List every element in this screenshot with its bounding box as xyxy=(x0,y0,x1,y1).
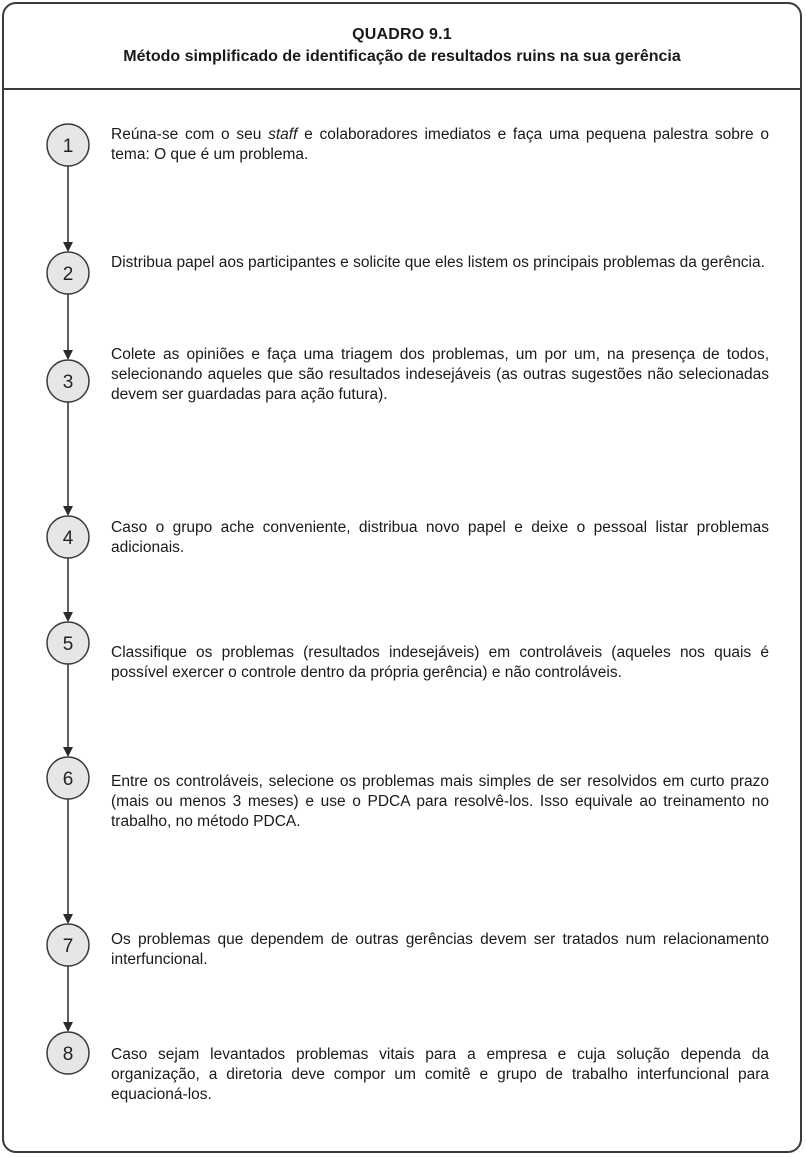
step-1-text-start: Reúna-se com o seu xyxy=(111,126,269,143)
step-1-text-end: e colaboradores imediatos e faça uma pequena palestra sobre o tema: O que é um problema. xyxy=(111,126,769,163)
step-3-number: 3 xyxy=(62,372,74,393)
step-8-marker xyxy=(47,1032,89,1074)
step-8-number: 8 xyxy=(62,1044,74,1065)
step-6-text: Entre os controláveis, selecione os problemas mais simples de ser resolvidos em curto prazo (mais ou menos 3 meses) e use o PDCA para resolvê-los. Isso equivale ao treinamento no trabalho, no método PDCA. xyxy=(111,773,769,830)
step-7-text: Os problemas que dependem de outras gerências devem ser tratados num relacionamento interfuncional. xyxy=(111,931,769,968)
step-7-marker xyxy=(47,924,89,966)
step-5-number: 5 xyxy=(62,634,74,655)
step-1-text-emphasis: staff xyxy=(268,126,298,143)
step-4-number: 4 xyxy=(62,528,74,549)
step-4-marker xyxy=(47,516,89,558)
step-4-text: Caso o grupo ache conveniente, distribua novo papel e deixe o pessoal listar problemas adicionais. xyxy=(111,519,769,556)
step-1-text xyxy=(111,125,769,165)
step-3-text: Colete as opiniões e faça uma triagem dos problemas, um por um, na presença de todos, selecionando aqueles que são resultados indesejáveis (as outras sugestões não selecionadas devem ser guardadas para ação futura). xyxy=(111,346,769,403)
step-1-number: 1 xyxy=(62,136,74,157)
step-1-marker xyxy=(47,124,89,166)
step-5-marker xyxy=(47,622,89,664)
step-6-marker xyxy=(47,757,89,799)
quadro-number: QUADRO 9.1 xyxy=(352,26,452,43)
step-2-marker xyxy=(47,252,89,294)
step-3-marker xyxy=(47,360,89,402)
step-7-number: 7 xyxy=(62,936,74,957)
step-5-text: Classifique os problemas (resultados indesejáveis) em controláveis (aqueles nos quais é possível exercer o controle dentro da própria gerência) e não controláveis. xyxy=(111,644,769,681)
step-8-text: Caso sejam levantados problemas vitais para a empresa e cuja solução dependa da organização, a diretoria deve compor um comitê e grupo de trabalho interfuncional para equacioná-los. xyxy=(111,1046,769,1103)
step-2-number: 2 xyxy=(62,264,74,285)
step-6-number: 6 xyxy=(62,769,74,790)
step-2-text: Distribua papel aos participantes e solicite que eles listem os principais problemas da gerência. xyxy=(111,254,765,271)
quadro-title: Método simplificado de identificação de resultados ruins na sua gerência xyxy=(123,48,681,65)
